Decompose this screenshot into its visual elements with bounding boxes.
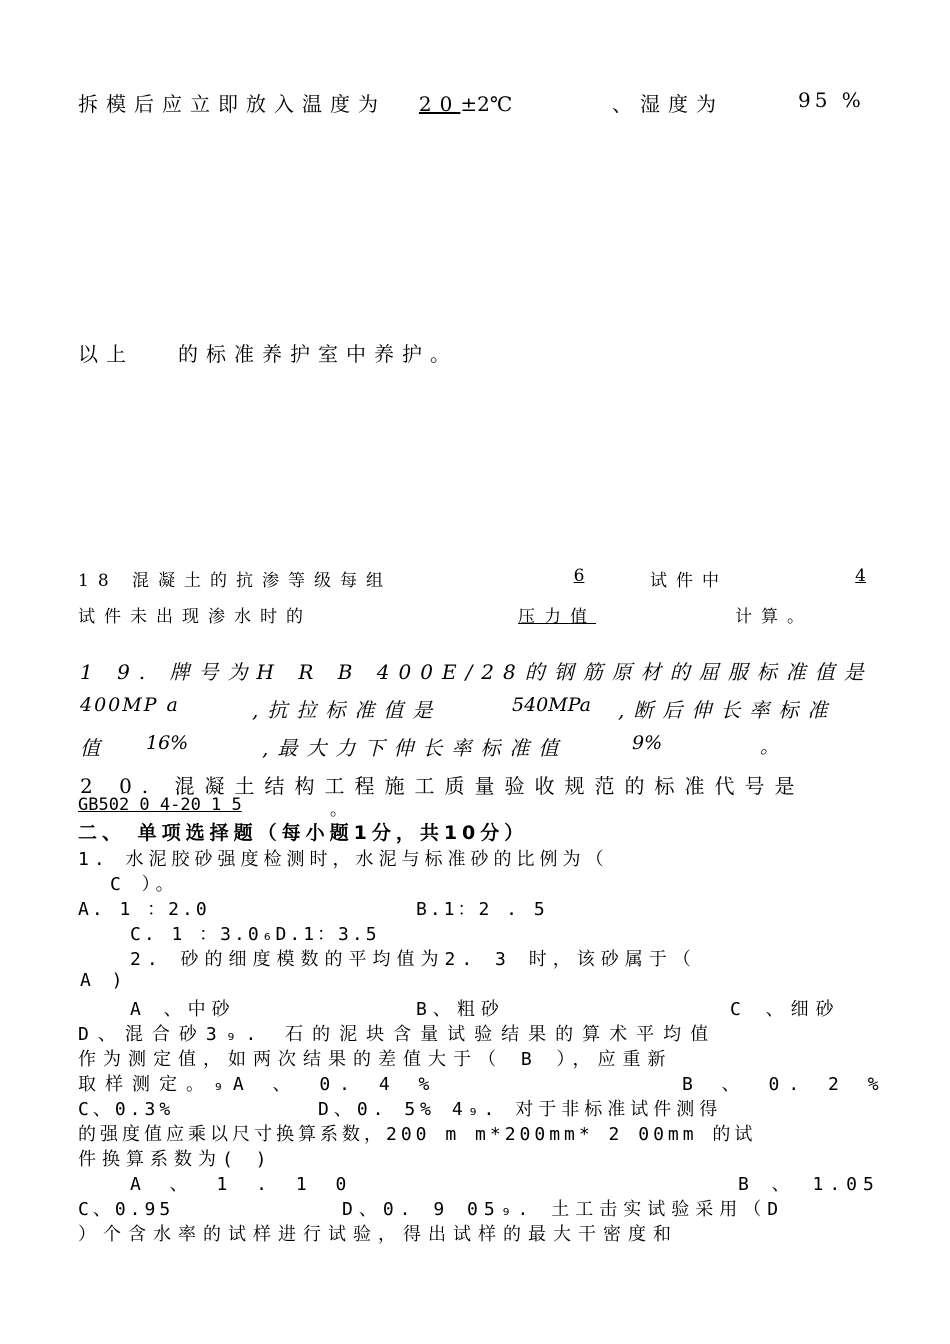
q19-line1: 1 9. 牌号为H R B 400E/28的钢筋原材的屈服标准值是 (80, 660, 873, 684)
q18-text-a: 18 混凝土的抗渗等级每组 (78, 571, 393, 591)
mc-q1-optA: A. 1 ：2.0 (78, 899, 210, 920)
mc-q4-line1: D、0. 5% 4₉. 对于非标准试件测得 (318, 1099, 723, 1120)
q17-temp-rest: ±2℃ (460, 92, 513, 116)
q17-text-a: 拆模后应立即放入温度为 (78, 92, 386, 116)
mc-q2-optA: A 、中砂 (130, 999, 236, 1020)
mc-q2-optC: C 、细砂 (730, 999, 841, 1020)
q17-line2-a: 以上 (78, 342, 134, 366)
q17-humidity: 95 % (798, 88, 865, 112)
q18-blank3: 压力值 (518, 607, 596, 626)
mc-q4-optC2: C、0.95 (78, 1199, 175, 1220)
q19-l2a: 400MP a (80, 694, 180, 716)
q19-l3d: 9% (632, 732, 663, 754)
q19-l2b: ,抗拉标准值是 (252, 698, 442, 722)
mc-q4-optC: C、0.3% (78, 1099, 175, 1120)
q18-text-b: 试件中 (650, 571, 728, 591)
q17-line2 (78, 338, 134, 367)
q20-end: 。 (330, 800, 347, 820)
mc-q5-line1: D、0. 9 05₉. 土工击实试验采用（D (342, 1199, 785, 1220)
q20-code: GB502 0 4-20 1 5 (78, 795, 242, 815)
q19-l3c: ,最大力下伸长率标准值 (262, 736, 568, 760)
q19-l3e: 。 (760, 736, 780, 758)
mc-q1-line1: 1. 水泥胶砂强度检测时，水泥与标准砂的比例为（ (78, 849, 609, 870)
q17-line1-b (612, 88, 724, 117)
mc-q1-optB: B.1：2 . 5 (416, 899, 548, 920)
mc-q2-optB: B、粗砂 (416, 999, 505, 1020)
mc-q2-line2: A ) (80, 970, 128, 991)
mc-q5-line2: ）个含水率的试样进行试验，得出试样的最大干密度和 (78, 1224, 678, 1245)
section-title: 二、 单项选择题（每小题1分，共10分） (78, 822, 529, 844)
q17-text-b: 、湿度为 (612, 92, 724, 116)
mc-q4-optA: A 、 1 . 1 0 (130, 1174, 356, 1195)
q17-line1 (78, 88, 512, 117)
mc-q1-optCD: C. 1 ：3.0₆D.1：3.5 (130, 924, 380, 945)
q19-l2c: 540MPa (512, 694, 591, 716)
mc-q4-line2: 的强度值应乘以尺寸换算系数，200 m m*200mm* 2 00mm 的试 (78, 1124, 757, 1145)
q19-l3a: 值 (80, 736, 108, 760)
q18-blank1: 6 (573, 566, 585, 586)
mc-q3-line3: 取样测定。₉A 、 0. 4 % (78, 1074, 439, 1095)
mc-q3-line1: D、混合砂3₉. 石的泥块含量试验结果的算术平均值 (78, 1024, 718, 1045)
q19-l2d: ,断后伸长率标准 (618, 698, 837, 722)
q18-text-c: 试件未出现渗水时的 (78, 607, 312, 627)
mc-q4-optB: B 、 1.05 (738, 1174, 880, 1195)
mc-q4-line3: 件换算系数为( ) (78, 1149, 273, 1170)
q20-line1: 2 0. 混凝土结构工程施工质量验收规范的标准代号是 (80, 774, 805, 798)
q17-temp-blank: 20 (418, 92, 461, 116)
q18-text-d: 计算。 (735, 607, 813, 627)
mc-q2-line1: 2. 砂的细度模数的平均值为2. 3 时，该砂属于（ (130, 949, 697, 970)
q18-blank2: 4 (855, 566, 866, 586)
mc-q3-line2: 作为测定值，如两次结果的差值大于（ B ），应重新 (78, 1049, 673, 1070)
mc-q3-optB: B 、 0. 2 % (682, 1074, 888, 1095)
q17-line2-b: 的标准养护室中养护。 (178, 342, 458, 366)
mc-q1-line2: C ）。 (110, 874, 179, 895)
q19-l3b: 16% (146, 732, 189, 754)
